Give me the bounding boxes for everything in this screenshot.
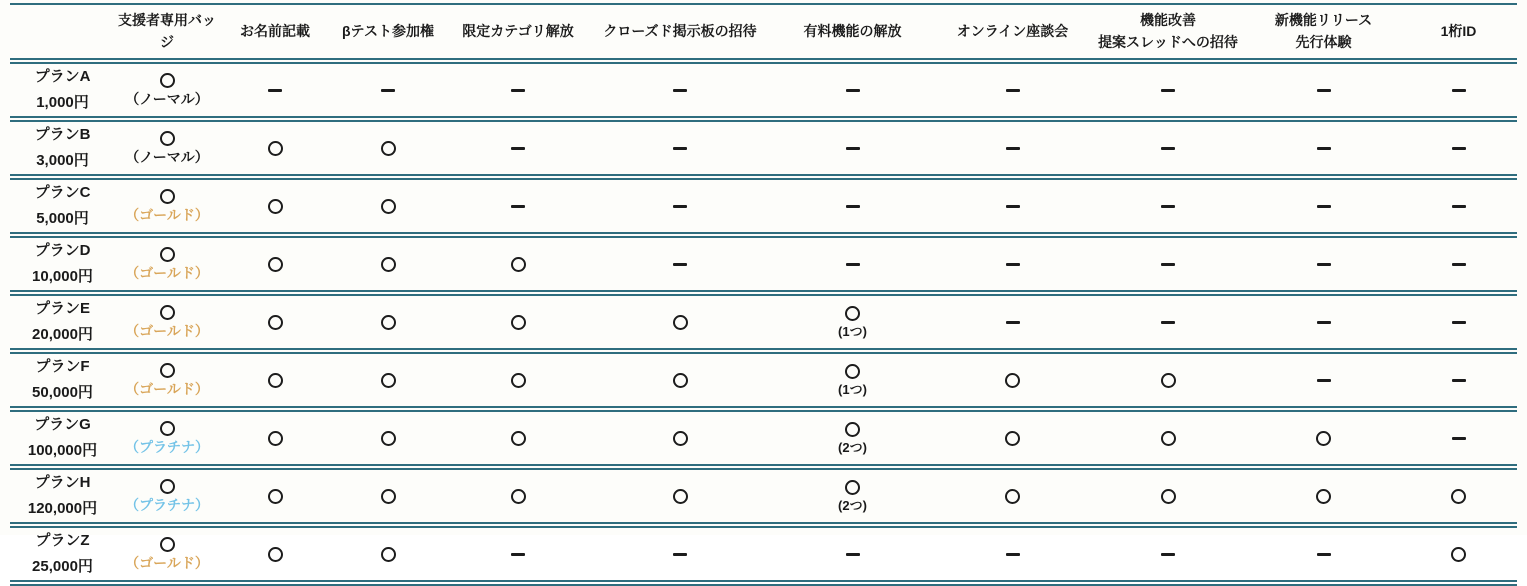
column-header-0 xyxy=(10,4,115,61)
dash-mark xyxy=(1317,379,1331,382)
feature-cell-6 xyxy=(936,61,1089,119)
badge-cell xyxy=(115,235,219,293)
dash-mark xyxy=(1006,205,1020,208)
feature-cell-4 xyxy=(591,119,769,177)
circle-mark xyxy=(160,421,175,436)
feature-cell-9 xyxy=(1400,177,1517,235)
plan-price: 50,000円 xyxy=(32,383,93,401)
column-header-5 xyxy=(591,4,769,61)
feature-cell-2 xyxy=(331,177,445,235)
plan-name: プランA xyxy=(34,68,91,86)
table-body xyxy=(10,61,1517,583)
feature-note: (2つ) xyxy=(838,497,867,513)
dash-mark xyxy=(1317,553,1331,556)
feature-cell-9 xyxy=(1400,467,1517,525)
column-header-line: 1桁ID xyxy=(1440,22,1477,39)
plan-stack xyxy=(12,66,113,114)
circle-mark xyxy=(160,305,175,320)
plan-price: 3,000円 xyxy=(36,151,89,169)
feature-cell-8 xyxy=(1247,61,1400,119)
circle-mark xyxy=(1161,431,1176,446)
plan-cell xyxy=(10,61,115,119)
feature-cell-2 xyxy=(331,293,445,351)
circle-mark xyxy=(160,131,175,146)
feature-cell-2 xyxy=(331,351,445,409)
dash-mark xyxy=(268,89,282,92)
table-row-4 xyxy=(10,235,1517,293)
plan-name: プランC xyxy=(34,184,91,202)
column-header-line: お名前記載 xyxy=(240,22,310,39)
dash-mark xyxy=(1006,89,1020,92)
badge-tier-label: （ノーマル） xyxy=(125,148,209,165)
circle-mark xyxy=(268,489,283,504)
feature-cell-7 xyxy=(1089,235,1247,293)
table-row-1 xyxy=(10,61,1517,119)
dash-mark xyxy=(1452,263,1466,266)
feature-cell-1 xyxy=(219,177,331,235)
feature-cell-3 xyxy=(445,525,591,583)
feature-cell-7 xyxy=(1089,293,1247,351)
column-header-line: 機能改善 xyxy=(1140,12,1196,28)
badge-tier-label: （ゴールド） xyxy=(125,206,209,223)
plan-cell xyxy=(10,525,115,583)
feature-cell-6 xyxy=(936,235,1089,293)
feature-cell-2 xyxy=(331,409,445,467)
circle-mark xyxy=(1316,431,1331,446)
plan-name: プランD xyxy=(34,242,91,260)
feature-cell-9 xyxy=(1400,293,1517,351)
column-header-7 xyxy=(936,4,1089,61)
badge-stack xyxy=(117,189,217,224)
feature-cell-1 xyxy=(219,351,331,409)
feature-cell-9 xyxy=(1400,119,1517,177)
plan-stack xyxy=(12,356,113,404)
badge-tier-label: （プラチナ） xyxy=(125,438,209,455)
feature-cell-2 xyxy=(331,467,445,525)
badge-stack xyxy=(117,73,217,108)
circle-mark xyxy=(1005,431,1020,446)
dash-mark xyxy=(1161,205,1175,208)
badge-cell xyxy=(115,409,219,467)
badge-cell xyxy=(115,61,219,119)
table-row-8 xyxy=(10,467,1517,525)
plan-name: プランH xyxy=(34,474,91,492)
circle-mark xyxy=(160,537,175,552)
badge-tier-label: （ゴールド） xyxy=(125,322,209,339)
feature-cell-8 xyxy=(1247,351,1400,409)
feature-cell-3 xyxy=(445,467,591,525)
dash-mark xyxy=(1452,321,1466,324)
circle-mark xyxy=(845,480,860,495)
feature-cell-4 xyxy=(591,177,769,235)
circle-mark xyxy=(381,373,396,388)
plan-stack xyxy=(12,414,113,462)
dash-mark xyxy=(673,147,687,150)
circle-mark xyxy=(381,489,396,504)
dash-mark xyxy=(1317,147,1331,150)
dash-mark xyxy=(1317,263,1331,266)
circle-mark xyxy=(673,489,688,504)
circle-mark xyxy=(381,199,396,214)
dash-mark xyxy=(846,263,860,266)
plan-stack xyxy=(12,124,113,172)
feature-cell-9 xyxy=(1400,61,1517,119)
circle-mark xyxy=(381,257,396,272)
feature-cell-7 xyxy=(1089,525,1247,583)
badge-stack xyxy=(117,537,217,572)
feature-cell-1 xyxy=(219,61,331,119)
table-row-3 xyxy=(10,177,1517,235)
badge-tier-label: （ゴールド） xyxy=(125,264,209,281)
dash-mark xyxy=(1006,321,1020,324)
dash-mark xyxy=(846,553,860,556)
feature-cell-8 xyxy=(1247,525,1400,583)
dash-mark xyxy=(1161,89,1175,92)
feature-cell-7 xyxy=(1089,351,1247,409)
plan-price: 25,000円 xyxy=(32,557,93,575)
feature-note: (1つ) xyxy=(838,381,867,397)
plan-name: プランG xyxy=(34,416,91,434)
dash-mark xyxy=(1161,553,1175,556)
badge-stack xyxy=(117,363,217,398)
badge-stack xyxy=(117,247,217,282)
circle-mark xyxy=(511,431,526,446)
badge-cell xyxy=(115,119,219,177)
circle-mark xyxy=(511,373,526,388)
table-header xyxy=(10,4,1517,61)
circle-mark xyxy=(381,315,396,330)
circle-mark xyxy=(673,373,688,388)
feature-cell-7 xyxy=(1089,177,1247,235)
feature-cell-9 xyxy=(1400,409,1517,467)
plan-stack xyxy=(12,182,113,230)
feature-cell-6 xyxy=(936,119,1089,177)
column-header-line: 有料機能の解放 xyxy=(803,22,902,39)
plan-price: 5,000円 xyxy=(36,209,89,227)
feature-cell-8 xyxy=(1247,235,1400,293)
feature-cell-8 xyxy=(1247,119,1400,177)
circle-mark xyxy=(511,257,526,272)
circle-mark xyxy=(511,489,526,504)
badge-tier-label: （ゴールド） xyxy=(125,380,209,397)
plan-price: 1,000円 xyxy=(36,93,89,111)
column-header-10 xyxy=(1400,4,1517,61)
dash-mark xyxy=(1161,263,1175,266)
circle-mark xyxy=(268,431,283,446)
plan-stack xyxy=(12,530,113,578)
dash-mark xyxy=(1452,205,1466,208)
dash-mark xyxy=(1161,147,1175,150)
plan-name: プランZ xyxy=(35,532,90,550)
feature-cell-6 xyxy=(936,177,1089,235)
feature-cell-3 xyxy=(445,409,591,467)
dash-mark xyxy=(1006,263,1020,266)
dash-mark xyxy=(673,89,687,92)
badge-tier-label: （ノーマル） xyxy=(125,90,209,107)
feature-cell-3 xyxy=(445,177,591,235)
feature-cell-1 xyxy=(219,293,331,351)
badge-stack xyxy=(117,131,217,166)
circle-mark xyxy=(1451,489,1466,504)
circle-mark xyxy=(381,141,396,156)
dash-mark xyxy=(1317,205,1331,208)
feature-cell-6 xyxy=(936,293,1089,351)
feature-cell-5 xyxy=(769,467,936,525)
column-header-line: 支援者専用バッジ xyxy=(118,12,216,50)
dash-mark xyxy=(511,553,525,556)
plan-price: 10,000円 xyxy=(32,267,93,285)
dash-mark xyxy=(1317,321,1331,324)
circle-mark xyxy=(1005,373,1020,388)
feature-cell-4 xyxy=(591,61,769,119)
feature-cell-7 xyxy=(1089,409,1247,467)
feature-cell-1 xyxy=(219,409,331,467)
feature-cell-7 xyxy=(1089,61,1247,119)
dash-mark xyxy=(1317,89,1331,92)
plan-cell xyxy=(10,177,115,235)
plan-price: 100,000円 xyxy=(27,441,98,459)
dash-mark xyxy=(1452,379,1466,382)
column-header-line: クローズド掲示板の招待 xyxy=(603,22,757,39)
feature-cell-5 xyxy=(769,235,936,293)
plan-cell xyxy=(10,409,115,467)
badge-cell xyxy=(115,351,219,409)
dash-mark xyxy=(511,89,525,92)
circle-mark xyxy=(268,199,283,214)
plan-cell xyxy=(10,293,115,351)
feature-cell-9 xyxy=(1400,525,1517,583)
header-row xyxy=(10,4,1517,61)
plan-name: プランE xyxy=(34,300,90,318)
feature-cell-4 xyxy=(591,351,769,409)
dash-mark xyxy=(846,147,860,150)
circle-mark xyxy=(268,373,283,388)
badge-tier-label: （ゴールド） xyxy=(125,554,209,571)
circle-mark xyxy=(1005,489,1020,504)
feature-cell-8 xyxy=(1247,409,1400,467)
dash-mark xyxy=(673,263,687,266)
feature-cell-6 xyxy=(936,525,1089,583)
plan-name: プランB xyxy=(34,126,91,144)
feature-cell-9 xyxy=(1400,235,1517,293)
dash-mark xyxy=(846,89,860,92)
plan-cell xyxy=(10,235,115,293)
column-header-line: 限定カテゴリ解放 xyxy=(462,22,574,39)
dash-mark xyxy=(1006,553,1020,556)
table-row-7 xyxy=(10,409,1517,467)
circle-mark xyxy=(1451,547,1466,562)
feature-note: (2つ) xyxy=(838,439,867,455)
dash-mark xyxy=(1161,321,1175,324)
feature-cell-1 xyxy=(219,467,331,525)
badge-cell xyxy=(115,177,219,235)
feature-cell-2 xyxy=(331,525,445,583)
feature-cell-6 xyxy=(936,351,1089,409)
badge-cell xyxy=(115,467,219,525)
circle-mark xyxy=(511,315,526,330)
badge-stack xyxy=(117,421,217,456)
dash-mark xyxy=(381,89,395,92)
table-row-9 xyxy=(10,525,1517,583)
dash-mark xyxy=(511,205,525,208)
plan-stack xyxy=(12,472,113,520)
column-header-line: 先行体験 xyxy=(1295,33,1352,50)
circle-mark xyxy=(160,247,175,262)
dash-mark xyxy=(673,553,687,556)
circle-mark xyxy=(381,547,396,562)
dash-mark xyxy=(1006,147,1020,150)
feature-cell-8 xyxy=(1247,467,1400,525)
circle-mark xyxy=(1161,373,1176,388)
feature-cell-5 xyxy=(769,293,936,351)
table-row-6 xyxy=(10,351,1517,409)
dash-mark xyxy=(1452,147,1466,150)
feature-cell-4 xyxy=(591,409,769,467)
badge-stack xyxy=(117,479,217,514)
plan-cell xyxy=(10,351,115,409)
feature-cell-7 xyxy=(1089,119,1247,177)
feature-cell-7 xyxy=(1089,467,1247,525)
circle-mark xyxy=(268,141,283,156)
feature-cell-3 xyxy=(445,351,591,409)
badge-stack xyxy=(117,305,217,340)
plan-price: 20,000円 xyxy=(32,325,93,343)
feature-cell-4 xyxy=(591,467,769,525)
feature-stack xyxy=(771,480,934,514)
column-header-6 xyxy=(769,4,936,61)
comparison-table xyxy=(10,3,1517,586)
feature-cell-4 xyxy=(591,293,769,351)
feature-cell-3 xyxy=(445,235,591,293)
feature-cell-1 xyxy=(219,119,331,177)
circle-mark xyxy=(160,189,175,204)
table-row-5 xyxy=(10,293,1517,351)
circle-mark xyxy=(160,73,175,88)
feature-cell-2 xyxy=(331,61,445,119)
table-row-2 xyxy=(10,119,1517,177)
dash-mark xyxy=(1452,89,1466,92)
feature-cell-3 xyxy=(445,293,591,351)
feature-cell-6 xyxy=(936,409,1089,467)
circle-mark xyxy=(268,315,283,330)
circle-mark xyxy=(1316,489,1331,504)
feature-cell-5 xyxy=(769,119,936,177)
feature-cell-4 xyxy=(591,235,769,293)
feature-cell-5 xyxy=(769,409,936,467)
feature-cell-8 xyxy=(1247,293,1400,351)
feature-cell-4 xyxy=(591,525,769,583)
circle-mark xyxy=(845,422,860,437)
circle-mark xyxy=(160,363,175,378)
column-header-line: 新機能リリース xyxy=(1274,12,1373,28)
plan-cell xyxy=(10,119,115,177)
badge-tier-label: （プラチナ） xyxy=(125,496,209,513)
circle-mark xyxy=(673,431,688,446)
badge-cell xyxy=(115,293,219,351)
circle-mark xyxy=(268,547,283,562)
feature-cell-1 xyxy=(219,525,331,583)
column-header-1 xyxy=(115,4,219,61)
circle-mark xyxy=(381,431,396,446)
feature-cell-3 xyxy=(445,119,591,177)
feature-cell-5 xyxy=(769,177,936,235)
dash-mark xyxy=(846,205,860,208)
feature-cell-8 xyxy=(1247,177,1400,235)
plan-stack xyxy=(12,298,113,346)
circle-mark xyxy=(268,257,283,272)
column-header-9 xyxy=(1247,4,1400,61)
feature-cell-5 xyxy=(769,61,936,119)
feature-cell-1 xyxy=(219,235,331,293)
column-header-8 xyxy=(1089,4,1247,61)
plan-name: プランF xyxy=(35,358,90,376)
plan-price: 120,000円 xyxy=(27,499,98,517)
feature-cell-2 xyxy=(331,235,445,293)
feature-cell-5 xyxy=(769,525,936,583)
feature-cell-3 xyxy=(445,61,591,119)
column-header-line: βテスト参加権 xyxy=(342,22,434,39)
dash-mark xyxy=(511,147,525,150)
column-header-3 xyxy=(331,4,445,61)
circle-mark xyxy=(845,306,860,321)
dash-mark xyxy=(673,205,687,208)
dash-mark xyxy=(1452,437,1466,440)
feature-cell-9 xyxy=(1400,351,1517,409)
circle-mark xyxy=(845,364,860,379)
plan-stack xyxy=(12,240,113,288)
badge-cell xyxy=(115,525,219,583)
circle-mark xyxy=(1161,489,1176,504)
plan-cell xyxy=(10,467,115,525)
feature-note: (1つ) xyxy=(838,323,867,339)
feature-cell-5 xyxy=(769,351,936,409)
column-header-line: オンライン座談会 xyxy=(956,22,1069,39)
column-header-line: 提案スレッドへの招待 xyxy=(1098,33,1238,50)
circle-mark xyxy=(160,479,175,494)
feature-cell-6 xyxy=(936,467,1089,525)
column-header-2 xyxy=(219,4,331,61)
column-header-4 xyxy=(445,4,591,61)
feature-stack xyxy=(771,364,934,398)
feature-cell-2 xyxy=(331,119,445,177)
feature-stack xyxy=(771,422,934,456)
circle-mark xyxy=(673,315,688,330)
feature-stack xyxy=(771,306,934,340)
